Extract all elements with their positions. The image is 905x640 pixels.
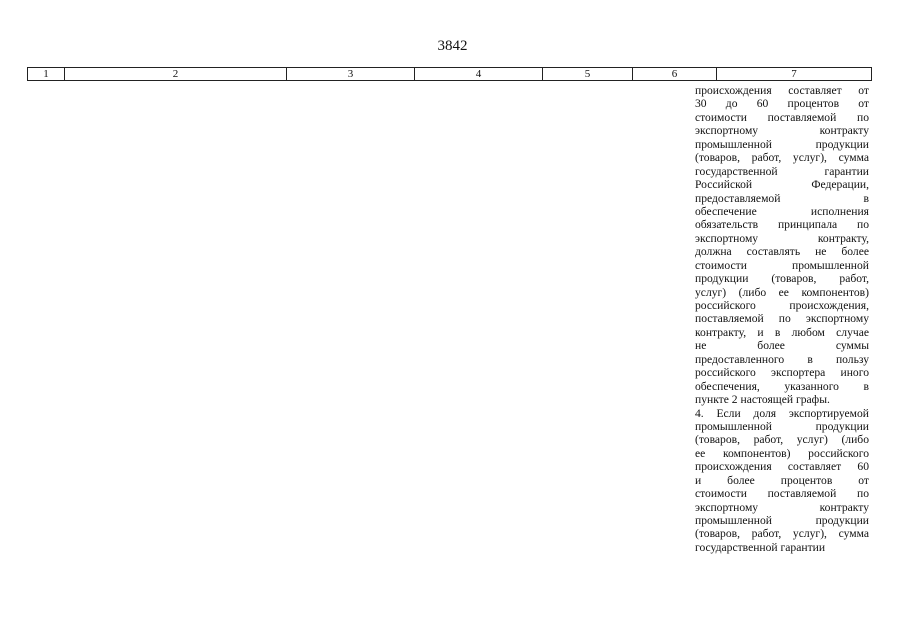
text-line: поставляемой по экспортному [695, 312, 869, 326]
text-line: промышленной продукции [695, 419, 869, 433]
column-header-1: 1 [28, 68, 65, 81]
text-line: происхождения составляет от [695, 84, 869, 97]
text-line: Российской Федерации, [695, 178, 869, 192]
column-header-2: 2 [65, 68, 287, 81]
text-line: и более процентов от [695, 473, 869, 487]
text-line: ее компонентов) российского [695, 446, 869, 460]
text-line: предоставленного в пользу [695, 352, 869, 366]
column-header-4: 4 [415, 68, 543, 81]
text-line: стоимости поставляемой по [695, 110, 869, 124]
text-line: экспортному контракту, [695, 231, 869, 245]
text-line: стоимости поставляемой по [695, 487, 869, 501]
column-7-text [695, 84, 869, 554]
text-line: обеспечение исполнения [695, 204, 869, 218]
text-line: (товаров, работ, услуг) (либо [695, 433, 869, 447]
text-line: промышленной продукции [695, 137, 869, 151]
table-header-row [27, 67, 872, 81]
text-line: продукции (товаров, работ, [695, 272, 869, 286]
text-line: российского происхождения, [695, 299, 869, 312]
text-line: российского экспортера иного [695, 366, 869, 380]
column-header-3: 3 [287, 68, 415, 81]
text-line: (товаров, работ, услуг), сумма [695, 151, 869, 165]
page-number: 3842 [437, 38, 468, 54]
text-line: услуг) (либо ее компонентов) [695, 285, 869, 299]
text-line: предоставляемой в [695, 191, 869, 205]
column-header-7: 7 [717, 68, 872, 81]
text-line: 4. Если доля экспортируемой [695, 406, 869, 420]
text-line: стоимости промышленной [695, 258, 869, 272]
text-line: 30 до 60 процентов от [695, 97, 869, 111]
text-line: государственной гарантии [695, 164, 869, 178]
text-line: должна составлять не более [695, 245, 869, 259]
column-header-6: 6 [633, 68, 717, 81]
text-line: экспортному контракту [695, 500, 869, 514]
text-line: (товаров, работ, услуг), сумма [695, 527, 869, 541]
text-line: обеспечения, указанного в [695, 379, 869, 393]
column-header-5: 5 [543, 68, 633, 81]
text-line: происхождения составляет 60 [695, 460, 869, 474]
text-line: промышленной продукции [695, 514, 869, 527]
text-line: не более суммы [695, 339, 869, 353]
text-line: контракту, и в любом случае [695, 325, 869, 339]
text-line: пункте 2 настоящей графы. [695, 393, 830, 407]
text-line: государственной гарантии [695, 540, 826, 554]
text-line: обязательств принципала по [695, 218, 869, 232]
text-line: экспортному контракту [695, 124, 869, 138]
